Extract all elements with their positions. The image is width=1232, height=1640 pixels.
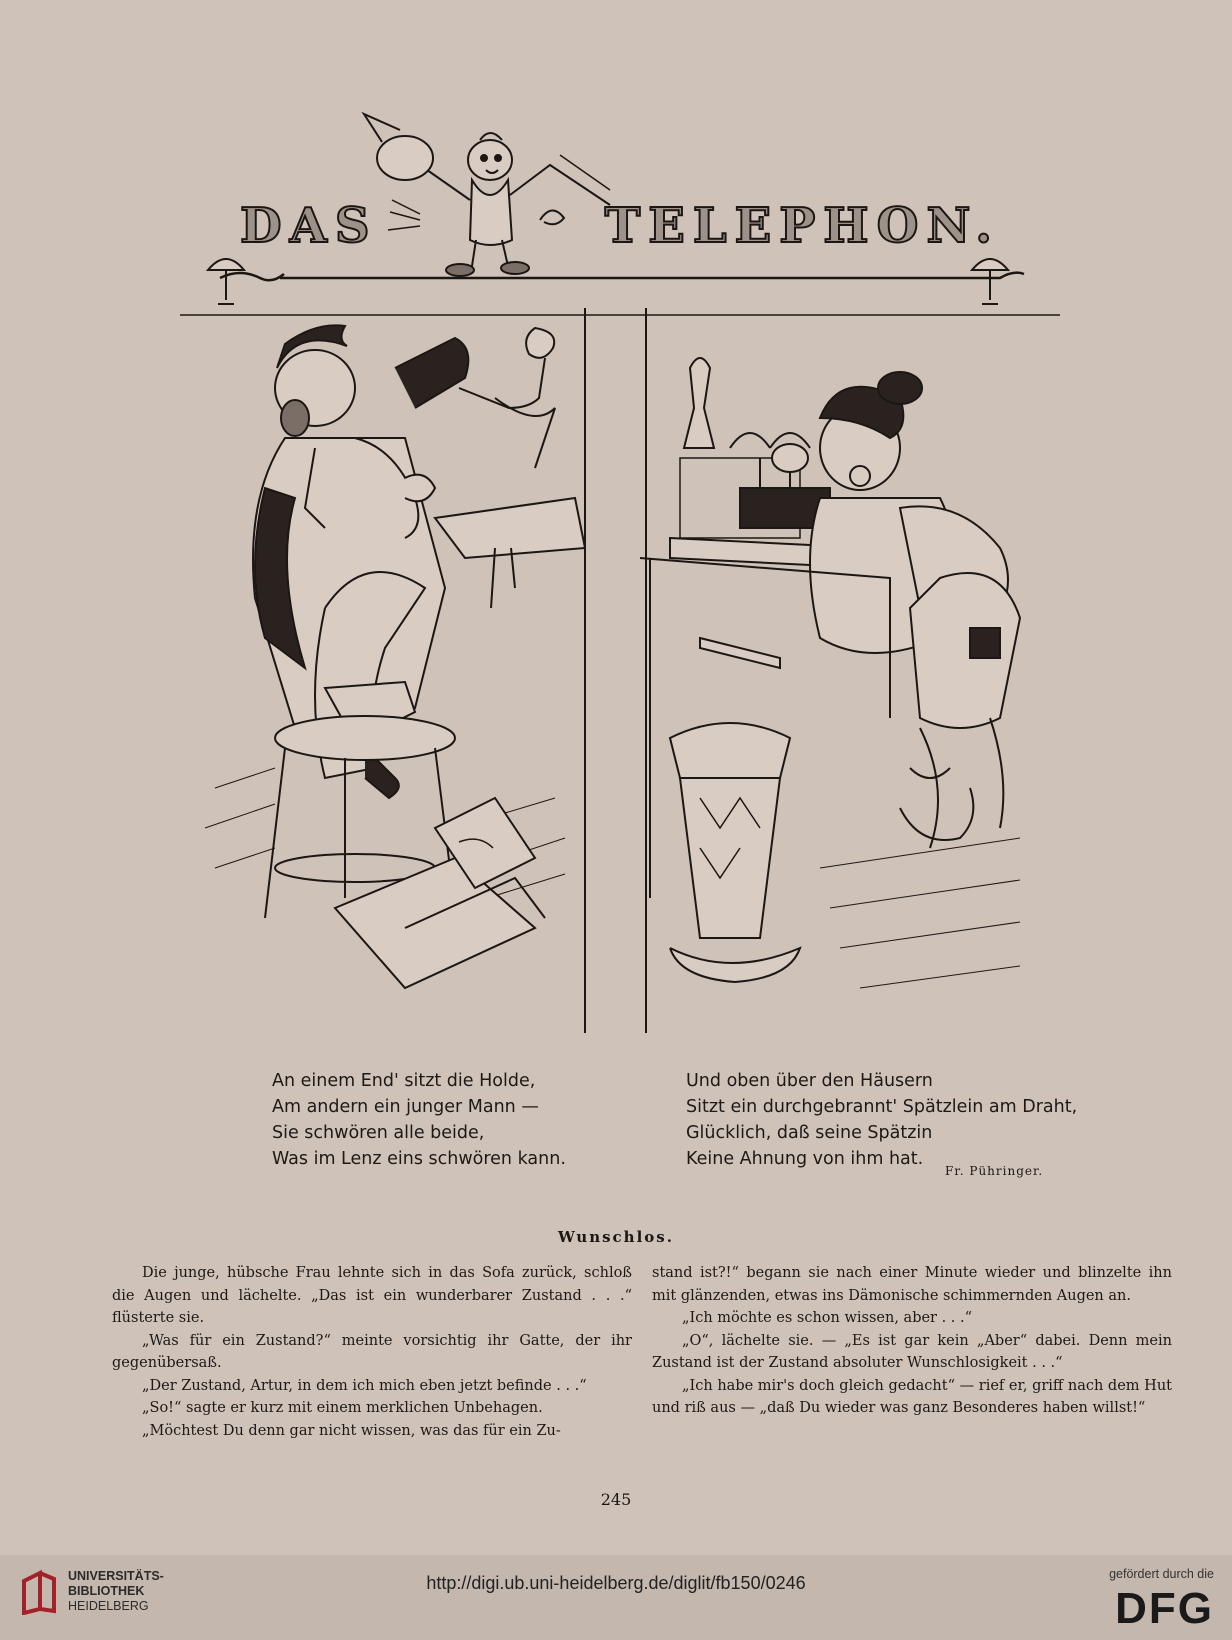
story-paragraph: „Ich möchte es schon wissen, aber . . .“	[682, 1310, 973, 1326]
funding-notice	[1109, 1567, 1214, 1631]
document-url[interactable]: http://digi.ub.uni-heidelberg.de/diglit/fb150/0246	[426, 1573, 806, 1593]
library-name-line2: BIBLIOTHEK	[68, 1584, 145, 1598]
story-paragraph: „Möchtest Du denn gar nicht wissen, was das für ein Zu-	[142, 1422, 561, 1439]
telephone-wire	[220, 273, 1024, 281]
poem-line: Keine Ahnung von ihm hat.	[686, 1149, 924, 1169]
young-man-drawing	[195, 308, 595, 1038]
story-title: Wunschlos.	[558, 1228, 674, 1246]
story-column-right	[652, 1262, 1172, 1420]
story-paragraph: „O“, lächelte sie. — „Es ist gar kein „Aber“ dabei. Denn mein Zustand ist der Zustand absoluter Wunschlosigkeit . . .“	[652, 1332, 1172, 1371]
library-name-line1: UNIVERSITÄTS-	[68, 1569, 164, 1583]
poem-line: Was im Lenz eins schwören kann.	[272, 1149, 566, 1169]
poem-left-stanza	[272, 1068, 566, 1172]
poem-right-stanza	[686, 1068, 1077, 1172]
poem-author: Fr. Pühringer.	[945, 1164, 1044, 1178]
poem-line: Glücklich, daß seine Spätzin	[686, 1123, 933, 1143]
story-paragraph: „Der Zustand, Artur, in dem ich mich eben jetzt befinde . . .“	[142, 1377, 587, 1394]
young-woman-drawing	[640, 308, 1050, 1038]
poem-line: Am andern ein junger Mann —	[272, 1097, 539, 1117]
story-paragraph: stand ist?!“ begann sie nach einer Minute wieder und blinzelte ihn mit glänzenden, etwas ins Dämonische schimmernden Augen an.	[652, 1265, 1172, 1304]
title-word-telephon: TELEPHON.	[604, 198, 1000, 254]
story-paragraph: Die junge, hübsche Frau lehnte sich in das Sofa zurück, schloß die Augen und lächelte. „Das ist ein wunderbarer Zustand . . .“ flüsterte sie.	[112, 1265, 632, 1326]
insulator-right	[972, 259, 1008, 304]
library-name-line3: HEIDELBERG	[68, 1599, 149, 1613]
poem-line: Und oben über den Häusern	[686, 1071, 933, 1091]
poem-line: Sitzt ein durchgebrannt' Spätzlein am Draht,	[686, 1097, 1078, 1117]
title-vignette	[180, 110, 1060, 320]
story-paragraph: „Was für ein Zustand?“ meinte vorsichtig ihr Gatte, der ihr gegenübersaß.	[112, 1332, 632, 1371]
page-number: 245	[600, 1490, 632, 1509]
dfg-logo[interactable]: DFG	[1115, 1584, 1214, 1633]
funding-label: gefördert durch die	[1109, 1567, 1214, 1581]
illustration-young-woman	[640, 308, 1050, 1038]
poem-line: An einem End' sitzt die Holde,	[272, 1071, 536, 1091]
story-paragraph: „So!“ sagte er kurz mit einem merklichen Unbehagen.	[142, 1400, 543, 1416]
story-column-left	[112, 1262, 632, 1442]
poem-line: Sie schwören alle beide,	[272, 1123, 485, 1143]
title-word-das: DAS	[240, 198, 378, 254]
viewer-footer	[0, 1555, 1232, 1640]
illustration-young-man	[195, 308, 595, 1038]
insulator-left	[208, 259, 244, 304]
story-paragraph: „Ich habe mir's doch gleich gedacht“ — rief er, griff nach dem Hut und riß aus — „daß Du wieder was ganz Besonderes haben willst!“	[652, 1377, 1172, 1416]
page-title	[240, 198, 1000, 254]
